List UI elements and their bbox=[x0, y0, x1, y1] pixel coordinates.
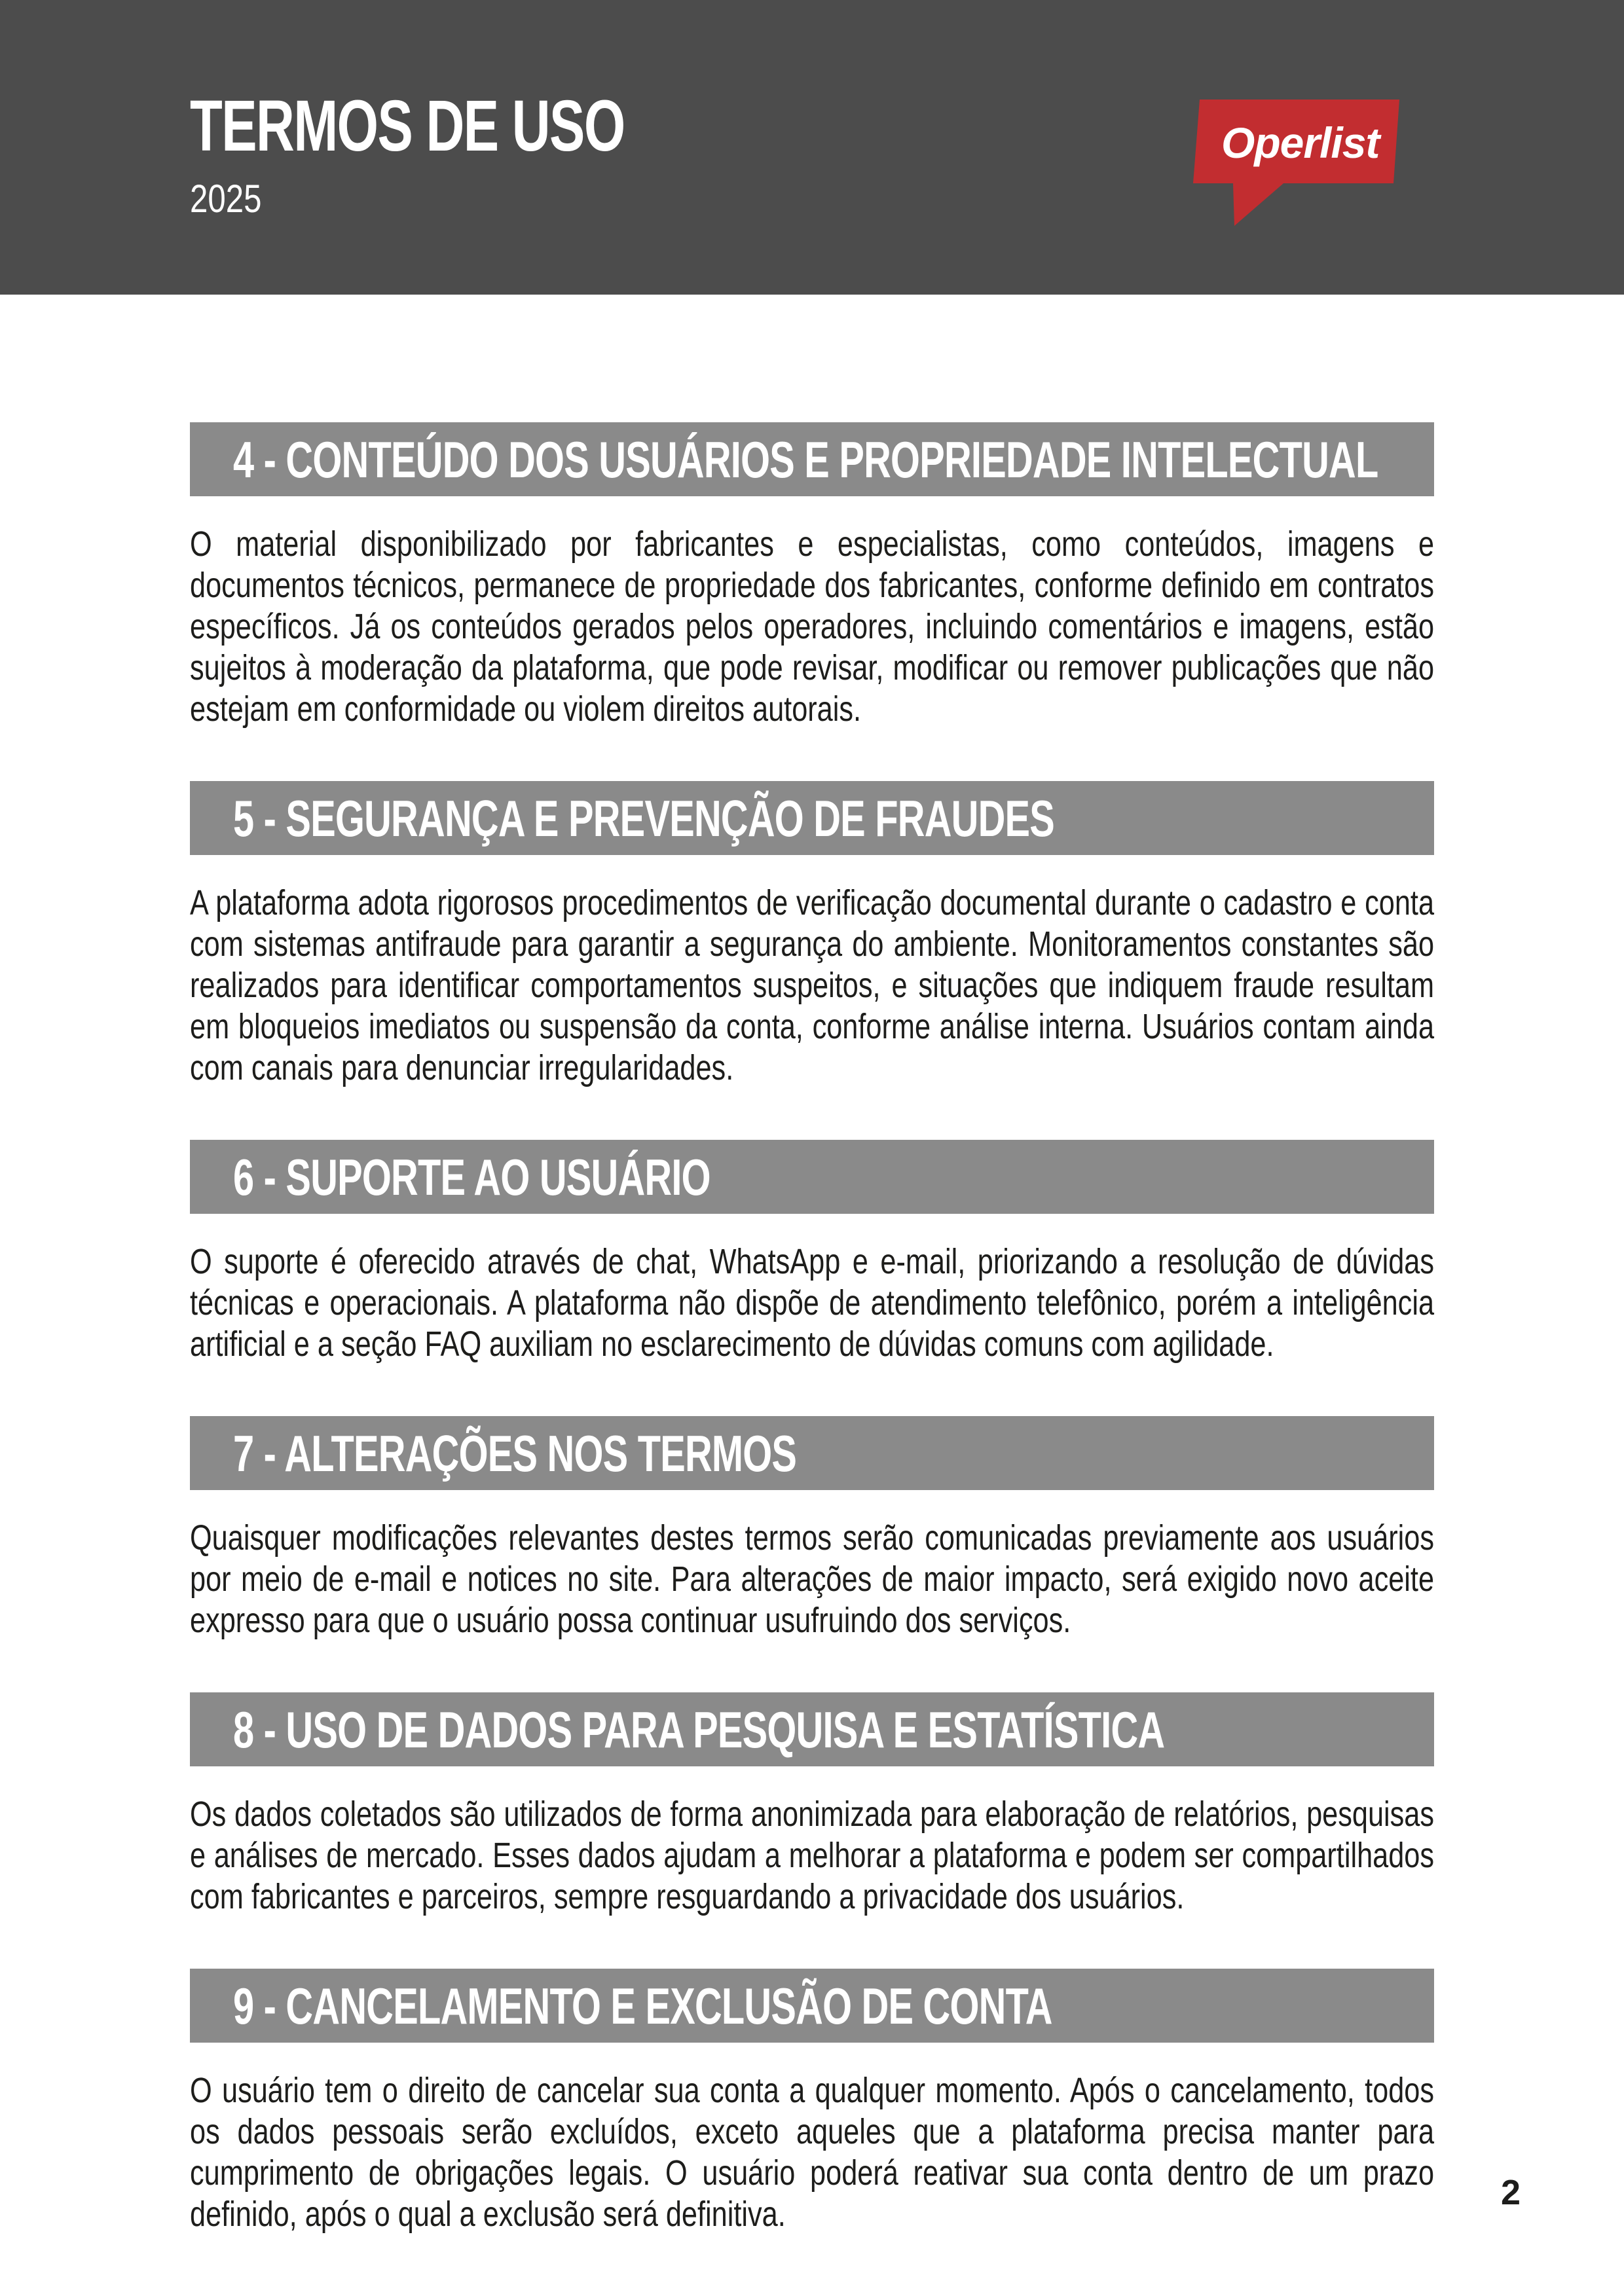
section-9 bbox=[190, 1969, 1434, 2235]
section-paragraph: O material disponibilizado por fabricantes e especialistas, como conteúdos, imagens e documentos técnicos, permanece de propriedade dos fabricantes, conforme definido em contratos específicos. Já os conteúdos gerados pelos operadores, incluindo comentários e imagens, estão sujeitos à moderação da plataforma, que pode revisar, modificar ou remover publicações que não estejam em conformidade ou violem direitos autorais. bbox=[190, 524, 1435, 729]
section-paragraph: A plataforma adota rigorosos procedimentos de verificação documental durante o cadastro e conta com sistemas antifraude para garantir a segurança do ambiente. Monitoramentos constantes são realizados para identificar comportamentos suspeitos, e situações que indiquem fraude resultam em bloqueios imediatos ou suspensão da conta, conforme análise interna. Usuários contam ainda com canais para denunciar irregularidades. bbox=[190, 883, 1435, 1087]
section-heading-bar bbox=[190, 1969, 1434, 2043]
section-heading: 5 - SEGURANÇA E PREVENÇÃO DE FRAUDES bbox=[233, 789, 1055, 847]
section-heading: 8 - USO DE DADOS PARA PESQUISA E ESTATÍSTICA bbox=[233, 1700, 1165, 1758]
terms-content bbox=[190, 295, 1434, 2235]
section-heading: 9 - CANCELAMENTO E EXCLUSÃO DE CONTA bbox=[233, 1977, 1052, 2035]
header-band bbox=[0, 0, 1624, 295]
section-heading-bar bbox=[190, 422, 1434, 496]
logo-text: Operlist bbox=[1221, 118, 1380, 167]
section-8 bbox=[190, 1692, 1434, 1918]
section-7 bbox=[190, 1416, 1434, 1641]
operlist-logo-icon bbox=[1189, 92, 1405, 229]
section-heading-bar bbox=[190, 1416, 1434, 1490]
section-heading: 6 - SUPORTE AO USUÁRIO bbox=[233, 1148, 710, 1206]
section-5 bbox=[190, 781, 1434, 1089]
page-number: 2 bbox=[1500, 2173, 1521, 2212]
section-paragraph: Quaisquer modificações relevantes destes termos serão comunicadas previamente aos usuários por meio de e-mail e notices no site. Para alterações de maior impacto, será exigido novo aceite expresso para que o usuário possa continuar usufruindo dos serviços. bbox=[190, 1518, 1435, 1640]
page-title: TERMOS DE USO bbox=[190, 86, 625, 166]
section-paragraph: O suporte é oferecido através de chat, WhatsApp e e-mail, priorizando a resolução de dúvidas técnicas e operacionais. A plataforma não dispõe de atendimento telefônico, porém a inteligência artificial e a seção FAQ auxiliam no esclarecimento de dúvidas comuns com agilidade. bbox=[190, 1242, 1435, 1364]
title-block bbox=[190, 86, 777, 221]
section-4 bbox=[190, 422, 1434, 730]
section-heading-bar bbox=[190, 1140, 1434, 1214]
section-heading-bar bbox=[190, 1692, 1434, 1766]
section-6 bbox=[190, 1140, 1434, 1365]
section-heading: 7 - ALTERAÇÕES NOS TERMOS bbox=[233, 1424, 797, 1482]
section-paragraph: O usuário tem o direito de cancelar sua conta a qualquer momento. Após o cancelamento, todos os dados pessoais serão excluídos, exceto aqueles que a plataforma precisa manter para cumprimento de obrigações legais. O usuário poderá reativar sua conta dentro de um prazo definido, após o qual a exclusão será definitiva. bbox=[190, 2071, 1435, 2234]
section-heading: 4 - CONTEÚDO DOS USUÁRIOS E PROPRIEDADE INTELECTUAL bbox=[233, 430, 1378, 488]
section-paragraph: Os dados coletados são utilizados de forma anonimizada para elaboração de relatórios, pesquisas e análises de mercado. Esses dados ajudam a melhorar a plataforma e podem ser compartilhados com fabricantes e parceiros, sempre resguardando a privacidade dos usuários. bbox=[190, 1795, 1435, 1916]
page-year: 2025 bbox=[190, 177, 262, 221]
section-heading-bar bbox=[190, 781, 1434, 855]
